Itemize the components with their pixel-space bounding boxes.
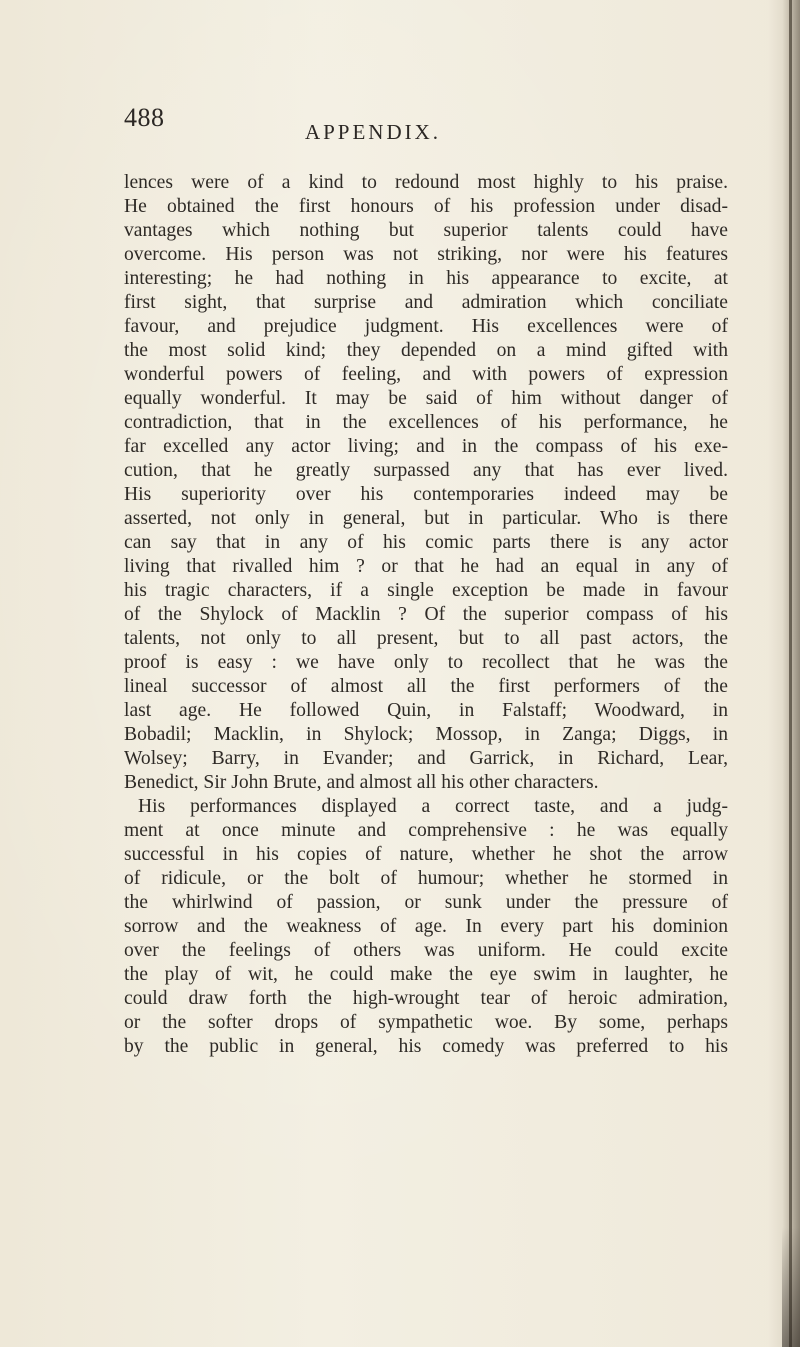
text-line: the whirlwind of passion, or sunk under the pressure of: [124, 892, 728, 913]
page-edge: [789, 0, 792, 1347]
text-line: successful in his copies of nature, whether he shot the arrow: [124, 844, 728, 865]
text-line: Bobadil; Macklin, in Shylock; Mossop, in Zanga; Diggs, in: [124, 724, 728, 745]
text-line: or the softer drops of sympathetic woe. By some, perhaps: [124, 1012, 728, 1033]
text-line: over the feelings of others was uniform. He could excite: [124, 940, 728, 961]
text-line: His superiority over his contemporaries indeed may be: [124, 484, 728, 505]
text-line: lineal successor of almost all the first performers of the: [124, 676, 728, 697]
text-line: sorrow and the weakness of age. In every part his dominion: [124, 916, 728, 937]
text-line: overcome. His person was not striking, nor were his features: [124, 244, 728, 265]
text-line: far excelled any actor living; and in the compass of his exe-: [124, 436, 728, 457]
text-line: favour, and prejudice judgment. His excellences were of: [124, 316, 728, 337]
text-line: can say that in any of his comic parts there is any actor: [124, 532, 728, 553]
text-line: last age. He followed Quin, in Falstaff; Woodward, in: [124, 700, 728, 721]
text-line: wonderful powers of feeling, and with powers of expression: [124, 364, 728, 385]
text-line: vantages which nothing but superior talents could have: [124, 220, 728, 241]
text-line: Wolsey; Barry, in Evander; and Garrick, in Richard, Lear,: [124, 748, 728, 769]
text-line: ment at once minute and comprehensive : he was equally: [124, 820, 728, 841]
text-line: cution, that he greatly surpassed any that has ever lived.: [124, 460, 728, 481]
text-line: His performances displayed a correct taste, and a judg-: [138, 796, 728, 817]
text-line: talents, not only to all present, but to all past actors, the: [124, 628, 728, 649]
text-line: living that rivalled him ? or that he had an equal in any of: [124, 556, 728, 577]
text-line: equally wonderful. It may be said of him without danger of: [124, 388, 728, 409]
page-corner-shadow: [782, 1227, 800, 1347]
body-text: [124, 171, 728, 1059]
text-line: the play of wit, he could make the eye swim in laughter, he: [124, 964, 728, 985]
text-line: He obtained the first honours of his profession under disad-: [124, 196, 728, 217]
text-line: could draw forth the high-wrought tear of heroic admiration,: [124, 988, 728, 1009]
text-line: by the public in general, his comedy was preferred to his: [124, 1036, 728, 1057]
text-line: of the Shylock of Macklin ? Of the superior compass of his: [124, 604, 728, 625]
text-line: asserted, not only in general, but in particular. Who is there: [124, 508, 728, 529]
text-line: contradiction, that in the excellences of his performance, he: [124, 412, 728, 433]
running-head: APPENDIX.: [304, 120, 442, 144]
text-line: proof is easy : we have only to recollect that he was the: [124, 652, 728, 673]
text-line: first sight, that surprise and admiration which conciliate: [124, 292, 728, 313]
text-line: of ridicule, or the bolt of humour; whether he stormed in: [124, 868, 728, 889]
text-line: Benedict, Sir John Brute, and almost all his other characters.: [124, 772, 599, 793]
text-line: his tragic characters, if a single exception be made in favour: [124, 580, 728, 601]
text-line: interesting; he had nothing in his appearance to excite, at: [124, 268, 728, 289]
text-line: lences were of a kind to redound most highly to his praise.: [124, 172, 728, 193]
page-number: 488: [124, 103, 165, 132]
page-gutter-shadow: [768, 0, 800, 1347]
text-line: the most solid kind; they depended on a mind gifted with: [124, 340, 728, 361]
